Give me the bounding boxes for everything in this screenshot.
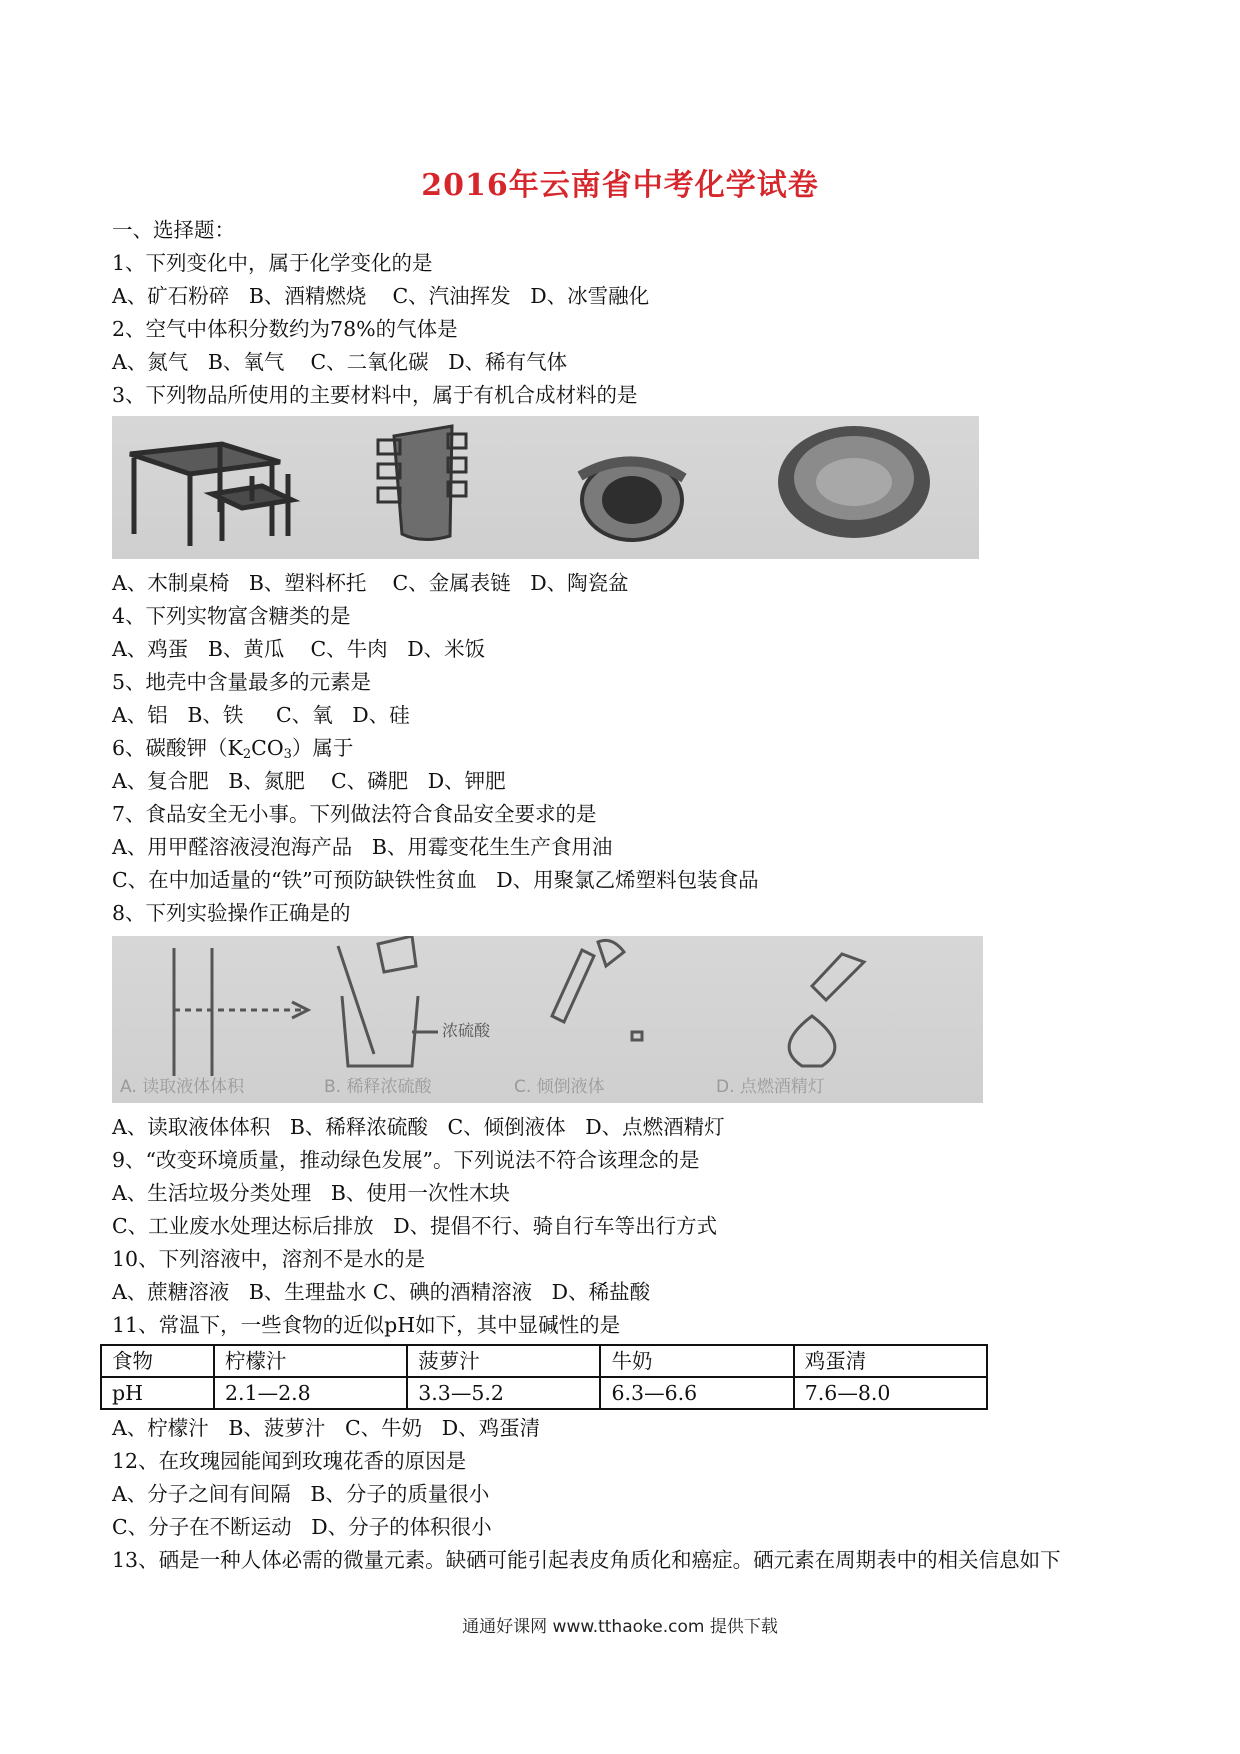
table-cell: 3.3—5.2 (407, 1377, 600, 1409)
q8-caption-a: A. 读取液体体积 (120, 1077, 245, 1097)
q8-caption-d: D. 点燃酒精灯 (716, 1077, 825, 1097)
q12-stem: 12、在玫瑰园能闻到玫瑰花香的原因是 (112, 1449, 467, 1473)
q9-options-cd: C、工业废水处理达标后排放 D、提倡不行、骑自行车等出行方式 (112, 1214, 718, 1238)
q1-options: A、矿石粉碎 B、酒精燃烧 C、汽油挥发 D、冰雪融化 (112, 284, 650, 308)
beaker-icon (342, 996, 418, 1066)
q8-options: A、读取液体体积 B、稀释浓硫酸 C、倾倒液体 D、点燃酒精灯 (112, 1115, 725, 1139)
q7-options-ab: A、用甲醛溶液浸泡海产品 B、用霉变花生生产食用油 (112, 835, 613, 859)
ceramic-bowl-icon (778, 426, 930, 538)
q8-caption-c: C. 倾倒液体 (514, 1077, 605, 1097)
table-row (101, 1377, 987, 1409)
q2-stem: 2、空气中体积分数约为78%的气体是 (112, 317, 458, 341)
q3-materials-photo (112, 416, 979, 559)
question-list (112, 214, 1142, 1577)
table-cell: pH (101, 1377, 214, 1409)
q8-lab-photo (112, 936, 983, 1103)
table-cell: 菠萝汁 (407, 1345, 600, 1377)
table-cell: 柠檬汁 (214, 1345, 407, 1377)
table-cell: 2.1—2.8 (214, 1377, 407, 1409)
q12-options-cd: C、分子在不断运动 D、分子的体积很小 (112, 1515, 492, 1539)
table-cell: 鸡蛋清 (794, 1345, 987, 1377)
q12-options-ab: A、分子之间有间隔 B、分子的质量很小 (112, 1482, 490, 1506)
desk-chair-icon (130, 444, 292, 546)
q5-stem: 5、地壳中含量最多的元素是 (112, 670, 372, 694)
q8-caption-b: B. 稀释浓硫酸 (324, 1077, 432, 1097)
q3-options: A、木制桌椅 B、塑料杯托 C、金属表链 D、陶瓷盆 (112, 571, 629, 595)
q13-stem: 13、硒是一种人体必需的微量元素。缺硒可能引起表皮角质化和癌症。硒元素在周期表中的相关信息如下 (112, 1548, 1061, 1572)
q6-stem-post: ）属于 (291, 736, 354, 760)
q4-stem: 4、下列实物富含糖类的是 (112, 604, 351, 628)
q11-stem: 11、常温下，一些食物的近似pH如下，其中显碱性的是 (112, 1313, 621, 1337)
table-cell: 6.3—6.6 (600, 1377, 793, 1409)
q10-options: A、蔗糖溶液 B、生理盐水 C、碘的酒精溶液 D、稀盐酸 (112, 1280, 651, 1304)
q8-photo-label: 浓硫酸 (442, 1021, 491, 1040)
q9-options-ab: A、生活垃圾分类处理 B、使用一次性木块 (112, 1181, 510, 1205)
q6-stem (112, 732, 1142, 765)
cup-holder-icon (378, 426, 466, 540)
alcohol-lamp-icon (789, 1016, 835, 1066)
q6-options: A、复合肥 B、氮肥 C、磷肥 D、钾肥 (112, 769, 506, 793)
page-footer: 通通好课网 www.tthaoke.com 提供下载 (462, 1617, 778, 1637)
table-cell: 牛奶 (600, 1345, 793, 1377)
page-title: 2016年云南省中考化学试卷 (421, 168, 819, 203)
test-tube-icon (552, 950, 594, 1022)
q2-options: A、氮气 B、氧气 C、二氧化碳 D、稀有气体 (112, 350, 568, 374)
q6-stem-mid: CO (251, 736, 284, 760)
q8-stem: 8、下列实验操作正确是的 (112, 901, 351, 925)
q3-photo-drawing (112, 416, 979, 559)
q7-options-cd: C、在中加适量的“铁”可预防缺铁性贫血 D、用聚氯乙烯塑料包装食品 (112, 868, 759, 892)
q6-sub2: 3 (283, 747, 292, 762)
q11-options: A、柠檬汁 B、菠萝汁 C、牛奶 D、鸡蛋清 (112, 1416, 541, 1440)
q9-stem: 9、“改变环境质量，推动绿色发展”。下列说法不符合该理念的是 (112, 1148, 700, 1172)
section-heading: 一、选择题： (112, 218, 235, 242)
table-cell: 7.6—8.0 (794, 1377, 987, 1409)
ph-table (100, 1344, 988, 1410)
watch-icon (580, 460, 684, 540)
table-row (101, 1345, 987, 1377)
q5-options: A、铝 B、铁 C、氧 D、硅 (112, 703, 410, 727)
q7-stem: 7、食品安全无小事。下列做法符合食品安全要求的是 (112, 802, 597, 826)
q3-stem: 3、下列物品所使用的主要材料中，属于有机合成材料的是 (112, 383, 638, 407)
q10-stem: 10、下列溶液中，溶剂不是水的是 (112, 1247, 426, 1271)
q4-options: A、鸡蛋 B、黄瓜 C、牛肉 D、米饭 (112, 637, 486, 661)
table-cell: 食物 (101, 1345, 214, 1377)
q1-stem: 1、下列变化中，属于化学变化的是 (112, 251, 433, 275)
q6-sub1: 2 (242, 747, 252, 762)
q6-stem-pre: 6、碳酸钾（K (112, 736, 243, 760)
